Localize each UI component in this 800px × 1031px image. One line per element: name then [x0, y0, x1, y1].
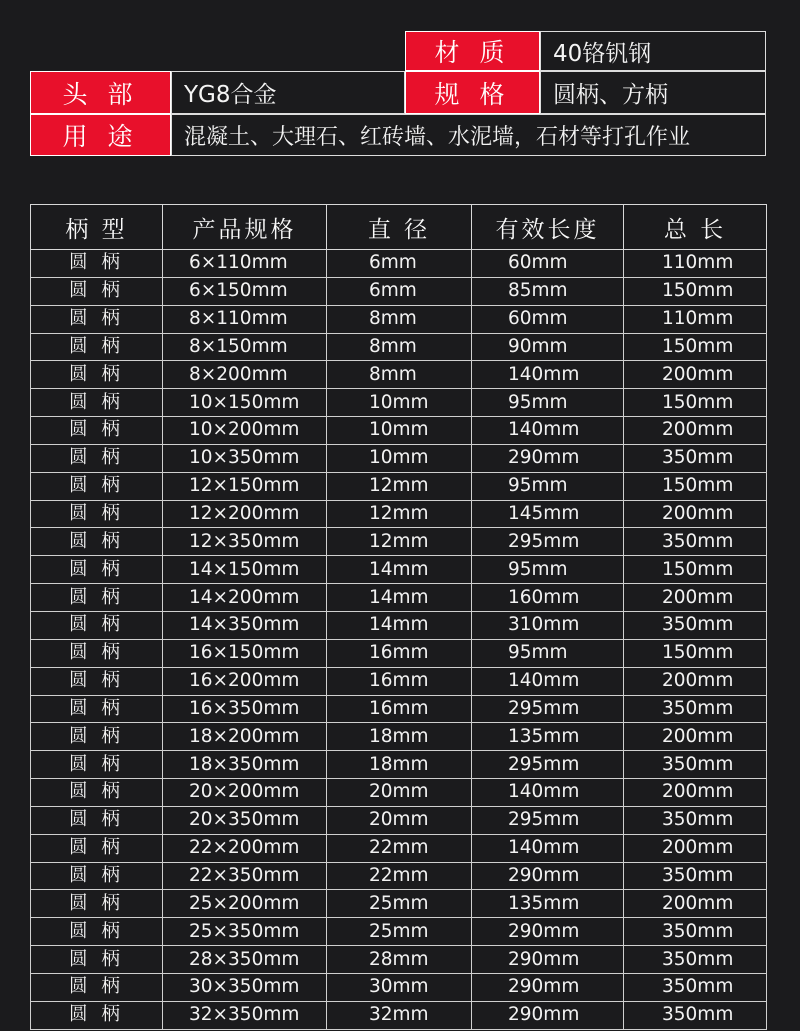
- cell-total-length: 200mm: [624, 361, 767, 389]
- table-row: [31, 389, 767, 417]
- cell-effective-length: 295mm: [472, 806, 624, 834]
- cell-effective-length: 60mm: [472, 250, 624, 278]
- cell-total-length: 350mm: [624, 528, 767, 556]
- header-diameter: 直 径: [327, 205, 472, 250]
- cell-effective-length: 295mm: [472, 528, 624, 556]
- cell-product-size: 12×200mm: [163, 500, 327, 528]
- cell-total-length: 110mm: [624, 250, 767, 278]
- cell-total-length: 150mm: [624, 333, 767, 361]
- table-row: [31, 611, 767, 639]
- cell-effective-length: 90mm: [472, 333, 624, 361]
- head-label: 头 部: [30, 71, 171, 114]
- table-row: [31, 250, 767, 278]
- material-value: 40铬钒钢: [540, 31, 766, 71]
- cell-effective-length: 95mm: [472, 639, 624, 667]
- cell-total-length: 350mm: [624, 695, 767, 723]
- cell-product-size: 8×150mm: [163, 333, 327, 361]
- table-row: [31, 667, 767, 695]
- cell-total-length: 200mm: [624, 779, 767, 807]
- cell-total-length: 200mm: [624, 723, 767, 751]
- cell-handle-type: 圆 柄: [31, 361, 163, 389]
- cell-handle-type: 圆 柄: [31, 890, 163, 918]
- cell-product-size: 22×200mm: [163, 834, 327, 862]
- cell-effective-length: 160mm: [472, 584, 624, 612]
- table-header-row: [31, 205, 767, 250]
- table-row: [31, 556, 767, 584]
- cell-total-length: 350mm: [624, 806, 767, 834]
- cell-effective-length: 95mm: [472, 472, 624, 500]
- cell-total-length: 150mm: [624, 556, 767, 584]
- use-value: 混凝土、大理石、红砖墙、水泥墙，石材等打孔作业: [171, 114, 766, 156]
- table-row: [31, 890, 767, 918]
- table-body: [31, 250, 767, 1030]
- cell-effective-length: 295mm: [472, 695, 624, 723]
- cell-effective-length: 290mm: [472, 862, 624, 890]
- cell-diameter: 25mm: [327, 918, 472, 946]
- cell-effective-length: 290mm: [472, 444, 624, 472]
- cell-effective-length: 140mm: [472, 834, 624, 862]
- cell-product-size: 14×350mm: [163, 611, 327, 639]
- cell-diameter: 16mm: [327, 639, 472, 667]
- cell-total-length: 350mm: [624, 1001, 767, 1029]
- table-row: [31, 834, 767, 862]
- table-row: [31, 639, 767, 667]
- cell-total-length: 200mm: [624, 834, 767, 862]
- table-row: [31, 973, 767, 1001]
- head-value: YG8合金: [171, 71, 405, 114]
- cell-product-size: 25×350mm: [163, 918, 327, 946]
- table-row: [31, 806, 767, 834]
- cell-diameter: 10mm: [327, 444, 472, 472]
- cell-diameter: 14mm: [327, 611, 472, 639]
- material-label: 材 质: [405, 31, 540, 71]
- cell-product-size: 22×350mm: [163, 862, 327, 890]
- cell-diameter: 14mm: [327, 584, 472, 612]
- cell-total-length: 110mm: [624, 305, 767, 333]
- use-label: 用 途: [30, 114, 171, 156]
- cell-product-size: 10×350mm: [163, 444, 327, 472]
- cell-diameter: 20mm: [327, 779, 472, 807]
- cell-effective-length: 140mm: [472, 361, 624, 389]
- cell-total-length: 350mm: [624, 862, 767, 890]
- cell-product-size: 14×200mm: [163, 584, 327, 612]
- header-effective-length: 有效长度: [472, 205, 624, 250]
- cell-handle-type: 圆 柄: [31, 584, 163, 612]
- table-row: [31, 751, 767, 779]
- cell-effective-length: 95mm: [472, 389, 624, 417]
- cell-handle-type: 圆 柄: [31, 1001, 163, 1029]
- product-spec-table: [30, 204, 767, 1030]
- table-row: [31, 417, 767, 445]
- cell-product-size: 6×150mm: [163, 277, 327, 305]
- cell-total-length: 350mm: [624, 918, 767, 946]
- table-row: [31, 277, 767, 305]
- cell-effective-length: 290mm: [472, 1001, 624, 1029]
- cell-effective-length: 135mm: [472, 723, 624, 751]
- cell-product-size: 8×110mm: [163, 305, 327, 333]
- cell-product-size: 10×200mm: [163, 417, 327, 445]
- cell-total-length: 350mm: [624, 973, 767, 1001]
- cell-diameter: 12mm: [327, 500, 472, 528]
- cell-handle-type: 圆 柄: [31, 472, 163, 500]
- cell-diameter: 30mm: [327, 973, 472, 1001]
- cell-handle-type: 圆 柄: [31, 417, 163, 445]
- table-row: [31, 918, 767, 946]
- cell-product-size: 12×150mm: [163, 472, 327, 500]
- cell-diameter: 10mm: [327, 417, 472, 445]
- cell-effective-length: 145mm: [472, 500, 624, 528]
- cell-total-length: 350mm: [624, 946, 767, 974]
- cell-total-length: 350mm: [624, 444, 767, 472]
- cell-product-size: 28×350mm: [163, 946, 327, 974]
- spec-summary: [0, 0, 800, 170]
- spec-label: 规 格: [405, 71, 540, 114]
- cell-product-size: 25×200mm: [163, 890, 327, 918]
- cell-diameter: 12mm: [327, 528, 472, 556]
- cell-product-size: 16×350mm: [163, 695, 327, 723]
- cell-effective-length: 290mm: [472, 946, 624, 974]
- cell-effective-length: 140mm: [472, 667, 624, 695]
- cell-diameter: 12mm: [327, 472, 472, 500]
- cell-diameter: 18mm: [327, 751, 472, 779]
- cell-product-size: 18×350mm: [163, 751, 327, 779]
- table-row: [31, 779, 767, 807]
- cell-handle-type: 圆 柄: [31, 639, 163, 667]
- cell-handle-type: 圆 柄: [31, 779, 163, 807]
- cell-effective-length: 135mm: [472, 890, 624, 918]
- cell-product-size: 18×200mm: [163, 723, 327, 751]
- cell-product-size: 30×350mm: [163, 973, 327, 1001]
- cell-handle-type: 圆 柄: [31, 973, 163, 1001]
- table-row: [31, 1001, 767, 1029]
- cell-diameter: 6mm: [327, 250, 472, 278]
- cell-handle-type: 圆 柄: [31, 918, 163, 946]
- cell-product-size: 10×150mm: [163, 389, 327, 417]
- cell-total-length: 200mm: [624, 417, 767, 445]
- cell-effective-length: 295mm: [472, 751, 624, 779]
- cell-diameter: 28mm: [327, 946, 472, 974]
- cell-handle-type: 圆 柄: [31, 862, 163, 890]
- table-row: [31, 946, 767, 974]
- cell-diameter: 8mm: [327, 305, 472, 333]
- cell-product-size: 20×350mm: [163, 806, 327, 834]
- header-total-length: 总 长: [624, 205, 767, 250]
- table-row: [31, 695, 767, 723]
- cell-product-size: 20×200mm: [163, 779, 327, 807]
- cell-effective-length: 310mm: [472, 611, 624, 639]
- cell-product-size: 32×350mm: [163, 1001, 327, 1029]
- cell-total-length: 200mm: [624, 667, 767, 695]
- cell-effective-length: 85mm: [472, 277, 624, 305]
- cell-product-size: 14×150mm: [163, 556, 327, 584]
- cell-handle-type: 圆 柄: [31, 250, 163, 278]
- cell-handle-type: 圆 柄: [31, 556, 163, 584]
- cell-diameter: 10mm: [327, 389, 472, 417]
- table-row: [31, 361, 767, 389]
- cell-effective-length: 290mm: [472, 918, 624, 946]
- cell-handle-type: 圆 柄: [31, 834, 163, 862]
- cell-effective-length: 140mm: [472, 779, 624, 807]
- cell-total-length: 200mm: [624, 500, 767, 528]
- cell-handle-type: 圆 柄: [31, 305, 163, 333]
- cell-handle-type: 圆 柄: [31, 667, 163, 695]
- cell-handle-type: 圆 柄: [31, 751, 163, 779]
- table-row: [31, 500, 767, 528]
- cell-product-size: 16×200mm: [163, 667, 327, 695]
- header-product-size: 产品规格: [163, 205, 327, 250]
- cell-total-length: 350mm: [624, 611, 767, 639]
- cell-total-length: 150mm: [624, 277, 767, 305]
- cell-total-length: 150mm: [624, 639, 767, 667]
- cell-handle-type: 圆 柄: [31, 277, 163, 305]
- cell-diameter: 22mm: [327, 862, 472, 890]
- cell-diameter: 16mm: [327, 667, 472, 695]
- cell-diameter: 25mm: [327, 890, 472, 918]
- cell-diameter: 8mm: [327, 361, 472, 389]
- table-row: [31, 305, 767, 333]
- cell-diameter: 8mm: [327, 333, 472, 361]
- cell-handle-type: 圆 柄: [31, 723, 163, 751]
- cell-handle-type: 圆 柄: [31, 528, 163, 556]
- cell-product-size: 6×110mm: [163, 250, 327, 278]
- cell-handle-type: 圆 柄: [31, 946, 163, 974]
- table-row: [31, 584, 767, 612]
- cell-product-size: 8×200mm: [163, 361, 327, 389]
- cell-handle-type: 圆 柄: [31, 500, 163, 528]
- cell-product-size: 16×150mm: [163, 639, 327, 667]
- table-row: [31, 528, 767, 556]
- cell-total-length: 150mm: [624, 472, 767, 500]
- cell-diameter: 22mm: [327, 834, 472, 862]
- table-row: [31, 472, 767, 500]
- spec-value: 圆柄、方柄: [540, 71, 766, 114]
- cell-handle-type: 圆 柄: [31, 806, 163, 834]
- cell-total-length: 150mm: [624, 389, 767, 417]
- cell-diameter: 6mm: [327, 277, 472, 305]
- cell-handle-type: 圆 柄: [31, 695, 163, 723]
- cell-effective-length: 140mm: [472, 417, 624, 445]
- cell-total-length: 350mm: [624, 751, 767, 779]
- cell-total-length: 200mm: [624, 584, 767, 612]
- header-handle-type: 柄 型: [31, 205, 163, 250]
- cell-diameter: 18mm: [327, 723, 472, 751]
- table-row: [31, 723, 767, 751]
- cell-total-length: 200mm: [624, 890, 767, 918]
- table-row: [31, 862, 767, 890]
- cell-diameter: 32mm: [327, 1001, 472, 1029]
- cell-handle-type: 圆 柄: [31, 389, 163, 417]
- cell-effective-length: 95mm: [472, 556, 624, 584]
- cell-diameter: 20mm: [327, 806, 472, 834]
- cell-effective-length: 60mm: [472, 305, 624, 333]
- cell-handle-type: 圆 柄: [31, 333, 163, 361]
- table-row: [31, 444, 767, 472]
- cell-handle-type: 圆 柄: [31, 444, 163, 472]
- cell-diameter: 16mm: [327, 695, 472, 723]
- cell-diameter: 14mm: [327, 556, 472, 584]
- cell-product-size: 12×350mm: [163, 528, 327, 556]
- cell-handle-type: 圆 柄: [31, 611, 163, 639]
- table-row: [31, 333, 767, 361]
- cell-effective-length: 290mm: [472, 973, 624, 1001]
